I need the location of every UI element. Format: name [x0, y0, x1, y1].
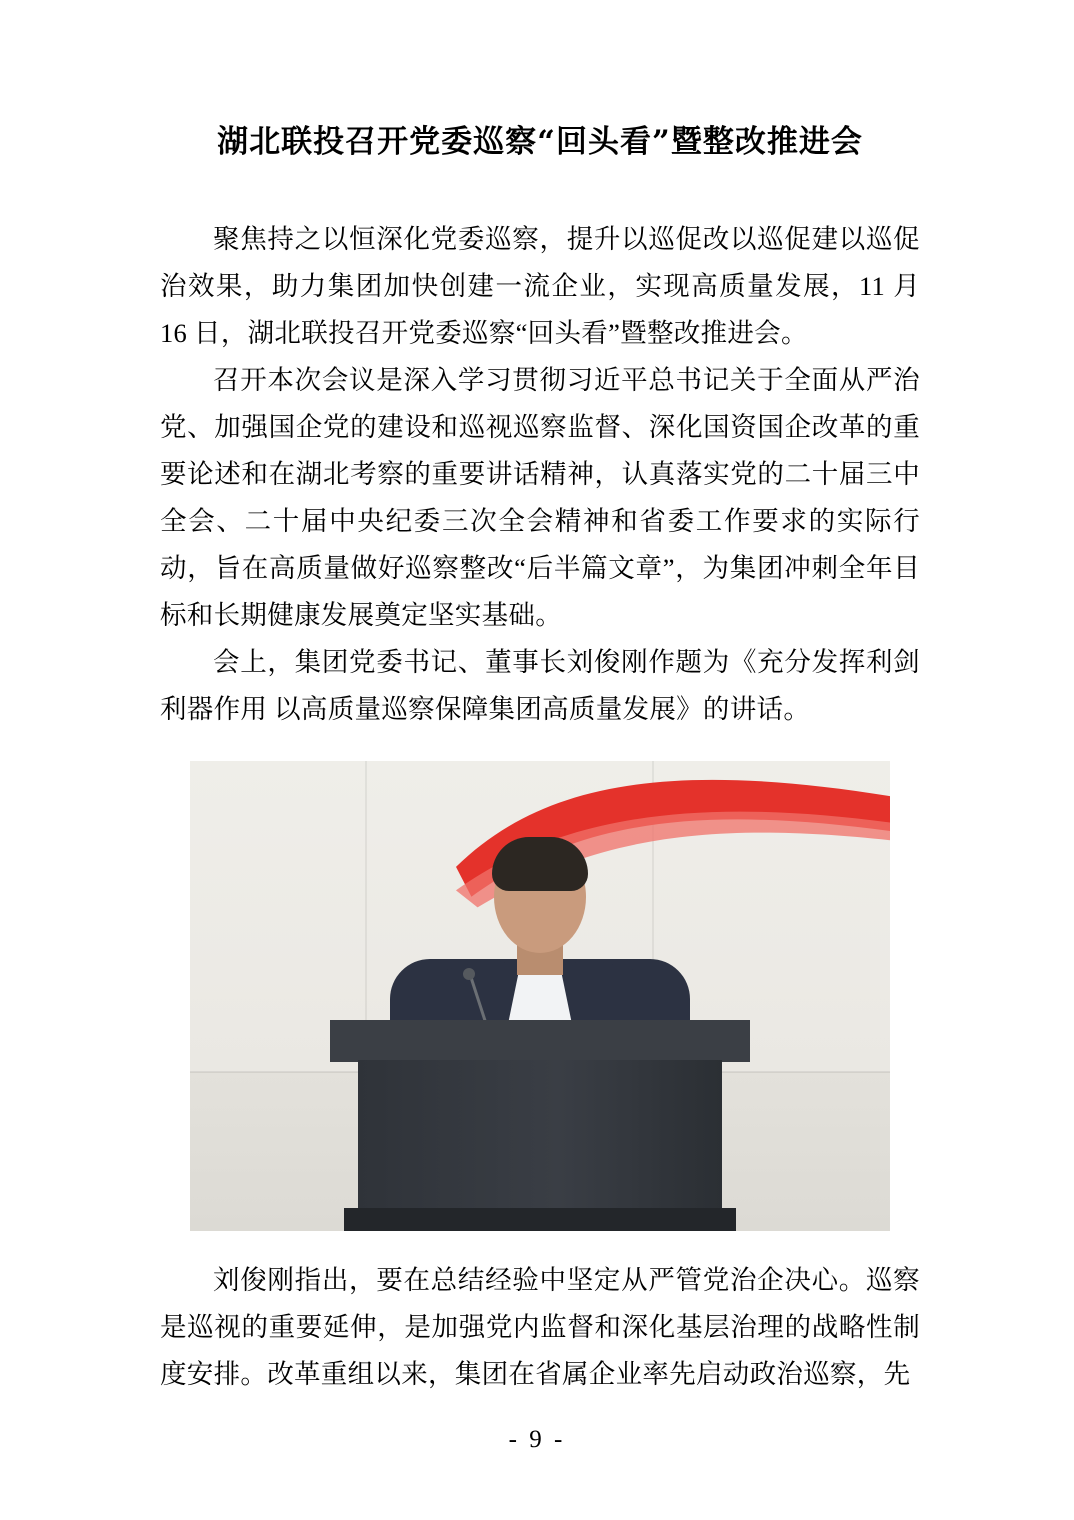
paragraph-2: 召开本次会议是深入学习贯彻习近平总书记关于全面从严治党、加强国企党的建设和巡视巡察监督、深化国资国企改革的重要论述和在湖北考察的重要讲话精神，认真落实党的二十届三中全会、二十届中央纪委三次全会精神和省委工作要求的实际行动，旨在高质量做好巡察整改“后半篇文章”，为集团冲刺全年目标和长期健康发展奠定坚实基础。 — [160, 365, 920, 631]
paragraph-4: 刘俊刚指出，要在总结经验中坚定从严管党治企决心。巡察是巡视的重要延伸，是加强党内监督和深化基层治理的战略性制度安排。改革重组以来，集团在省属企业率先启动政治巡察，先 — [160, 1265, 920, 1390]
paragraph-3: 会上，集团党委书记、董事长刘俊刚作题为《充分发挥利剑利器作用 以高质量巡察保障集团高质量发展》的讲话。 — [160, 647, 920, 725]
paragraph-1: 聚焦持之以恒深化党委巡察，提升以巡促改以巡促建以巡促治效果，助力集团加快创建一流企业，实现高质量发展，11 月 16 日，湖北联投召开党委巡察“回头看”暨整改推进会。 — [160, 224, 920, 349]
podium-body — [358, 1060, 722, 1215]
page-number: - 9 - — [508, 1426, 566, 1453]
photo-image — [190, 761, 890, 1231]
microphone-head — [463, 968, 475, 980]
page-title: 湖北联投召开党委巡察“回头看”暨整改推进会 — [217, 124, 863, 160]
figure-meeting-photo — [160, 761, 920, 1231]
podium-base — [344, 1208, 736, 1232]
page-content — [160, 0, 920, 1398]
speaker-hair — [492, 837, 588, 891]
podium-top — [330, 1020, 750, 1062]
